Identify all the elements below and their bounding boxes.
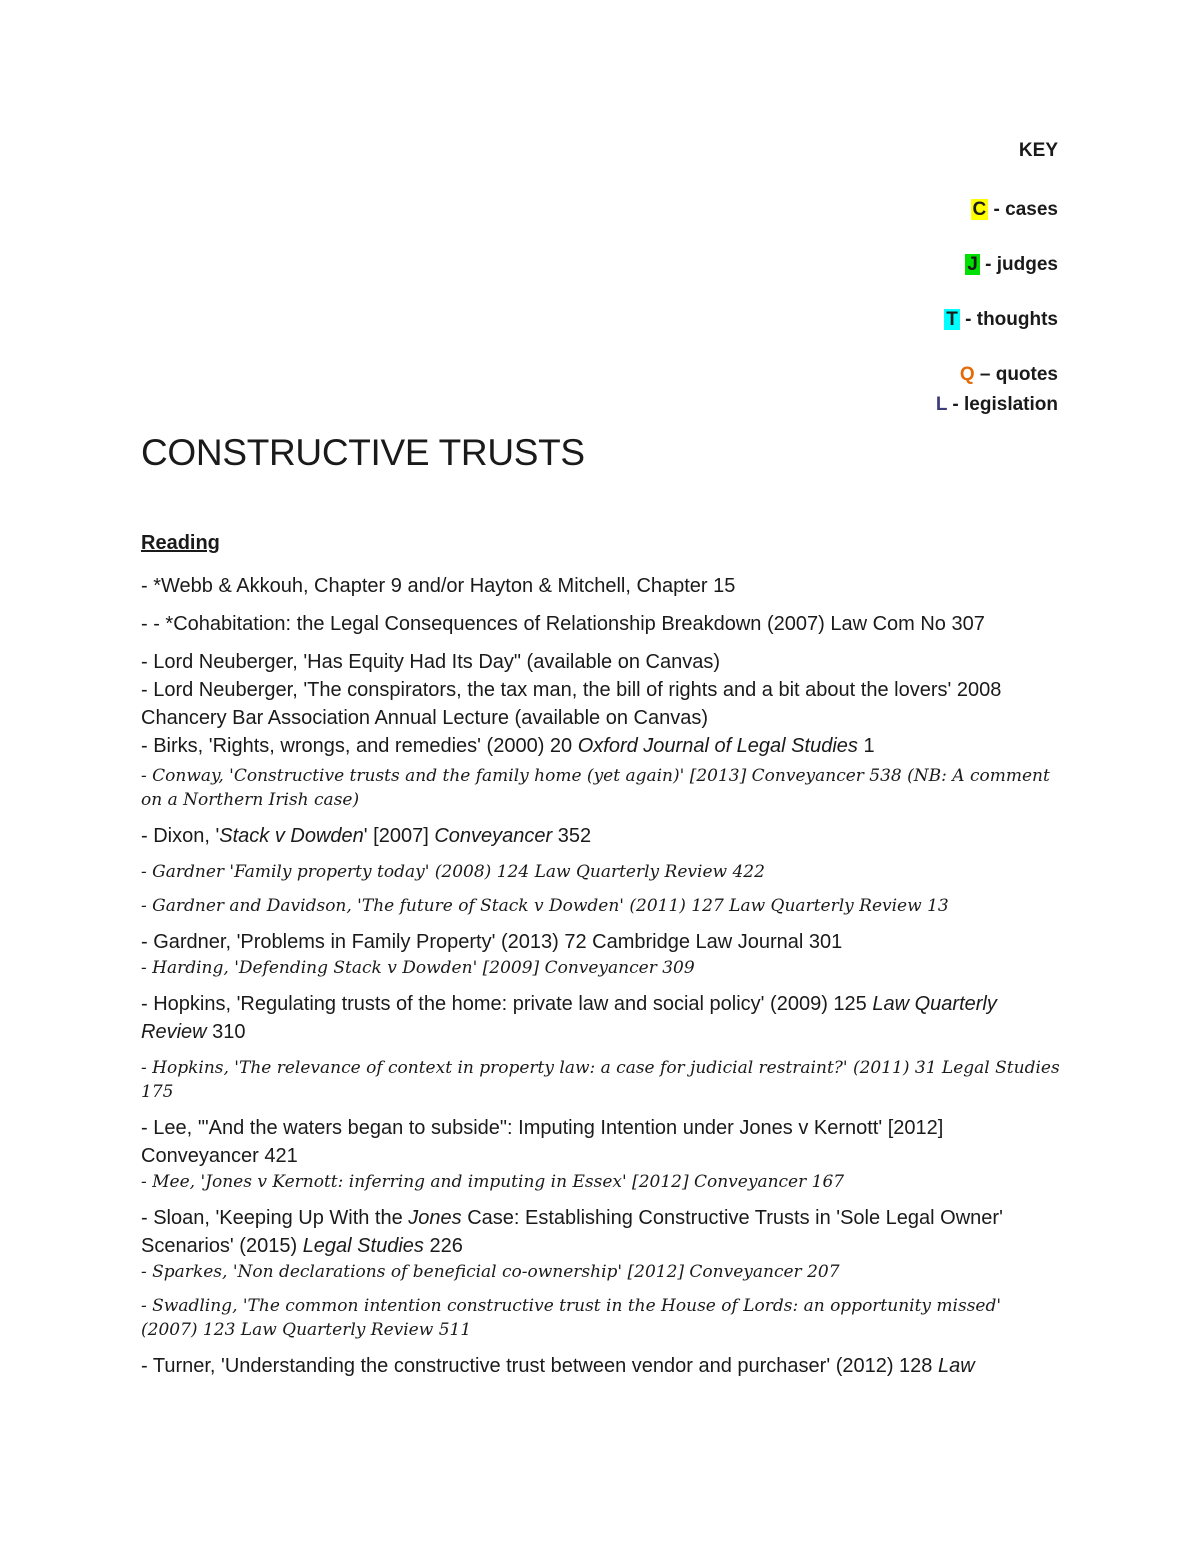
key-letter: C: [972, 199, 987, 220]
reading-item: - *Webb & Akkouh, Chapter 9 and/or Hayton & Mitchell, Chapter 15: [141, 575, 736, 597]
key-label: – quotes: [974, 364, 1058, 385]
key-legend: [936, 140, 1058, 416]
document-title: CONSTRUCTIVE TRUSTS: [141, 432, 585, 473]
key-letter: T: [946, 309, 958, 330]
reading-item: - Gardner and Davidson, 'The future of Stack v Dowden' (2011) 127 Law Quarterly Review 13: [141, 896, 949, 916]
reading-item: - Hopkins, 'The relevance of context in property law: a case for judicial restraint?' (2011) 31 Legal Studies 175: [141, 1058, 1060, 1102]
key-letter: Q: [959, 364, 975, 385]
key-letter: J: [967, 254, 978, 275]
reading-item: - Mee, 'Jones v Kernott: inferring and imputing in Essex' [2012] Conveyancer 167: [141, 1172, 845, 1192]
reading-list: [141, 572, 1061, 1380]
reading-item: - Harding, 'Defending Stack v Dowden' [2009] Conveyancer 309: [141, 958, 695, 978]
reading-item: - Sparkes, 'Non declarations of beneficial co-ownership' [2012] Conveyancer 207: [141, 1262, 840, 1282]
key-item-judges: [936, 254, 1058, 276]
key-title: KEY: [1018, 140, 1058, 161]
key-label: - judges: [979, 254, 1058, 275]
reading-item: - Turner, 'Understanding the constructive trust between vendor and purchaser' (2012) 128 Law: [141, 1355, 975, 1377]
reading-item: - - *Cohabitation: the Legal Consequences of Relationship Breakdown (2007) Law Com No 307: [141, 613, 985, 635]
reading-item: - Sloan, 'Keeping Up With the Jones Case: Establishing Constructive Trusts in 'Sole Legal Owner' Scenarios' (2015) Legal Studies 226: [141, 1207, 1003, 1257]
reading-item: - Dixon, 'Stack v Dowden' [2007] Conveyancer 352: [141, 825, 592, 847]
key-label: - legislation: [947, 394, 1058, 415]
key-label: - cases: [988, 199, 1058, 220]
reading-item: - Birks, 'Rights, wrongs, and remedies' (2000) 20 Oxford Journal of Legal Studies 1: [141, 735, 875, 757]
reading-item: - Swadling, 'The common intention constructive trust in the House of Lords: an opportunity missed' (2007) 123 Law Quarterly Review 511: [141, 1296, 1002, 1340]
reading-item: - Gardner 'Family property today' (2008) 124 Law Quarterly Review 422: [141, 862, 765, 882]
reading-item: - Hopkins, 'Regulating trusts of the home: private law and social policy' (2009) 125 Law Quarterly Review 310: [141, 993, 997, 1043]
reading-item: - Gardner, 'Problems in Family Property' (2013) 72 Cambridge Law Journal 301: [141, 931, 843, 953]
key-item-quotes: [936, 364, 1058, 386]
key-item-legislation: [936, 394, 1058, 416]
reading-heading: Reading: [141, 532, 220, 554]
reading-item: - Lee, '"And the waters began to subside": Imputing Intention under Jones v Kernott' [2012] Conveyancer 421: [141, 1117, 944, 1167]
key-label: - thoughts: [959, 309, 1058, 330]
key-letter: L: [935, 394, 948, 415]
reading-item: - Conway, 'Constructive trusts and the family home (yet again)' [2013] Conveyancer 538 (NB: A comment on a Northern Irish case): [141, 766, 1050, 810]
reading-item: - Lord Neuberger, 'Has Equity Had Its Day" (available on Canvas): [141, 651, 720, 673]
reading-item: - Lord Neuberger, 'The conspirators, the tax man, the bill of rights and a bit about the lovers' 2008 Chancery Bar Association Annual Lecture (available on Canvas): [141, 679, 1002, 729]
key-item-cases: [936, 199, 1058, 221]
key-item-thoughts: [936, 309, 1058, 331]
